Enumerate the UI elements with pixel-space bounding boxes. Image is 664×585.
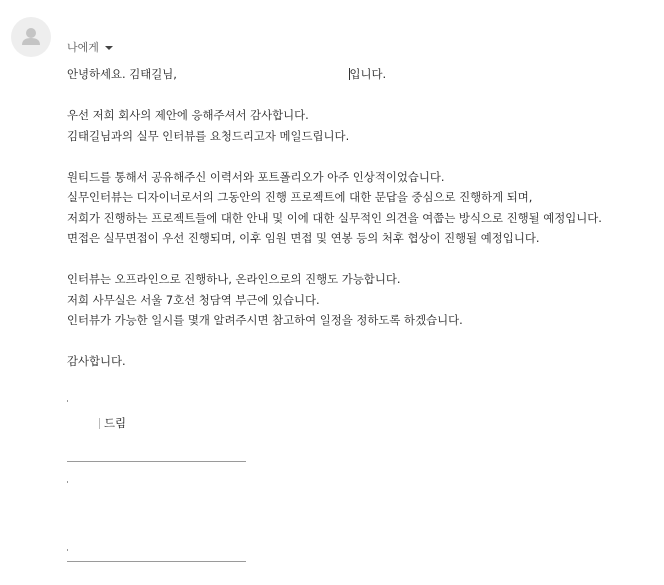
- signature-divider: [67, 561, 246, 562]
- signature-line: [67, 415, 126, 431]
- greeting-suffix: 입니다.: [349, 67, 387, 81]
- redacted-sender-name: [181, 77, 349, 78]
- sender-avatar[interactable]: [11, 17, 51, 57]
- recipient-dropdown[interactable]: [67, 39, 113, 55]
- body-line: 김태길님과의 실무 인터뷰를 요청드리고자 메일드립니다.: [67, 128, 350, 143]
- body-line: 인터뷰가 가능한 일시를 몇개 알려주시면 참고하여 일정을 정하도록 하겠습니다.: [67, 313, 463, 327]
- email-body: [67, 64, 657, 372]
- body-line: 저희 사무실은 서울 7호선 청담역 부근에 있습니다.: [67, 292, 320, 307]
- greeting-prefix: 안녕하세요. 김태길님,: [67, 67, 177, 81]
- body-line: 실무인터뷰는 디자이너로서의 그동안의 진행 프로젝트에 대한 문답을 중심으로 진행하게 되며,: [67, 190, 533, 204]
- body-line: 저희가 진행하는 프로젝트들에 대한 안내 및 이에 대한 실무적인 의견을 여쭙는 방식으로 진행될 예정입니다.: [67, 210, 602, 225]
- body-line: 면접은 실무면접이 우선 진행되며, 이후 임원 면접 및 연봉 등의 처후 협상이 진행될 예정입니다.: [67, 231, 540, 245]
- signature-suffix: 드림: [104, 416, 127, 430]
- signature-dot: [67, 549, 68, 551]
- text-cursor: [99, 418, 100, 429]
- recipient-label: 나에게: [67, 41, 99, 54]
- signature-divider: [67, 461, 246, 462]
- body-line: 원티드를 통해서 공유해주신 이력서와 포트폴리오가 아주 인상적이었습니다.: [67, 169, 445, 184]
- greeting-line: [67, 64, 657, 85]
- signature-dot: [67, 481, 68, 483]
- signature-dot: [67, 400, 68, 402]
- body-line: 우선 저희 회사의 제안에 응해주셔서 감사합니다.: [67, 108, 309, 122]
- person-icon: [11, 17, 51, 57]
- body-line: 인터뷰는 오프라인으로 진행하나, 온라인으로의 진행도 가능합니다.: [67, 272, 401, 286]
- chevron-down-icon: [105, 46, 113, 50]
- closing-line: 감사합니다.: [67, 354, 126, 368]
